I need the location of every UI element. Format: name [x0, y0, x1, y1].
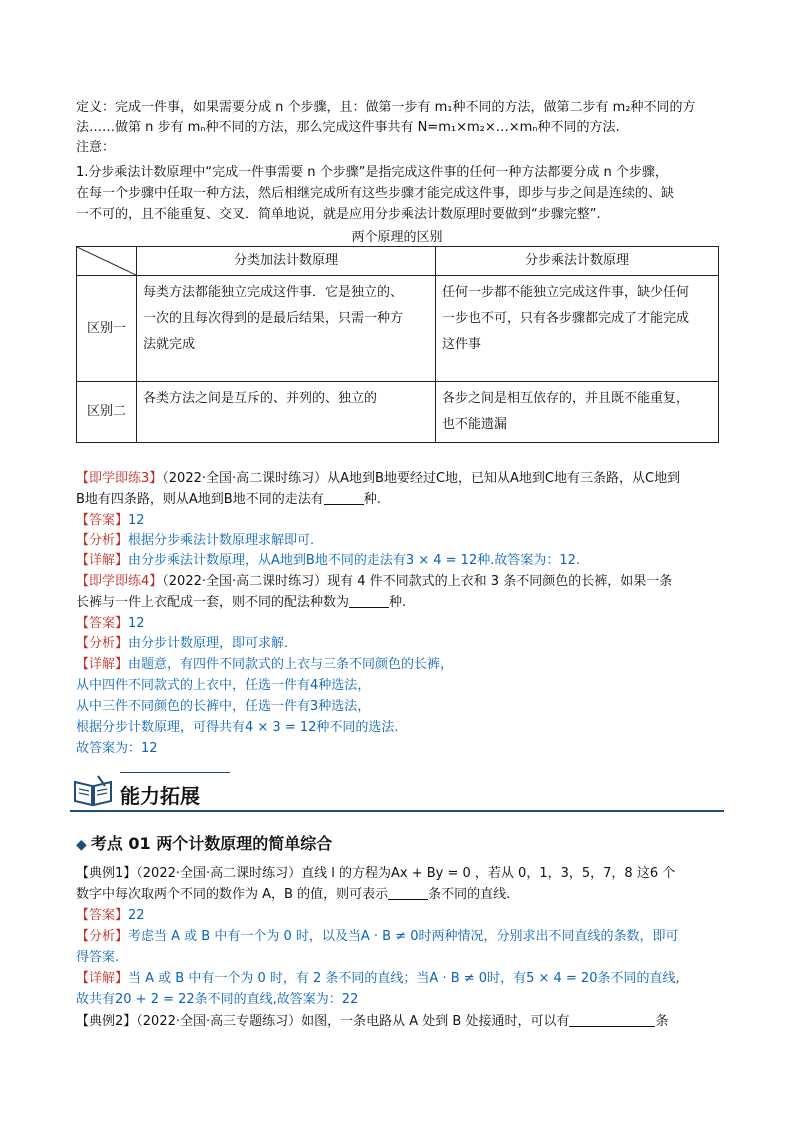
example-1-answer	[76, 906, 724, 926]
table-title: 两个原理的区别	[351, 230, 443, 245]
answer-tag: 【答案】	[76, 513, 129, 528]
example-text: 条不同的直线.	[428, 887, 511, 902]
exercise-3-detail	[76, 551, 724, 571]
example-text: 数字中每次取两个不同的数作为 A，B 的值，则可表示	[76, 887, 389, 902]
analysis-text: 根据分步乘法计数原理求解即可.	[128, 533, 315, 548]
example-text: 条	[655, 1014, 669, 1029]
exercise-tag: 【即学即练4】	[76, 574, 163, 589]
section-title-overline	[120, 772, 230, 773]
exercise-4-detail-4: 根据分步计数原理，可得共有4 × 3 = 12种不同的选法.	[76, 720, 399, 735]
header-mul-principle: 分步乘法计数原理	[436, 247, 719, 276]
cell-text: 一步也不可，只有各步骤都完成了才能完成	[442, 311, 690, 326]
cell-text: 一次的且每次得到的是最后结果，只需一种方	[143, 311, 404, 326]
table-row	[77, 276, 719, 382]
row-label: 区别一	[77, 276, 137, 382]
detail-tag: 【详解】	[76, 553, 129, 568]
analysis-tag: 【分析】	[76, 929, 129, 944]
cell-text: 各步之间是相互依存的，并且既不能重复，	[442, 391, 690, 406]
definition-line-1: 定义：完成一件事，如果需要分成 n 个步骤，且：做第一步有 m₁种不同的方法，做第二步有 m₂种不同的方	[76, 100, 696, 115]
exercise-4-line-1	[76, 572, 724, 592]
cell-text: 法就完成	[143, 337, 196, 352]
example-text: （2022·全国·高三专题练习）如图，一条电路从 A 处到 B 处接通时，可以有	[136, 1014, 570, 1029]
cell-text: 任何一步都不能独立完成这件事，缺少任何	[442, 285, 690, 300]
table-row	[77, 382, 719, 443]
analysis-text: 考虑当 A 或 B 中有一个为 0 时，以及当A · B ≠ 0时两种情况，分别求出不同直线的条数，即可	[128, 929, 679, 944]
exercise-text: 种.	[363, 492, 381, 507]
answer-blank	[569, 1012, 655, 1027]
kaodian-heading	[76, 831, 332, 854]
exercise-3-line-1	[76, 469, 724, 489]
exercise-text: 长裤与一件上衣配成一套，则不同的配法种数为	[76, 595, 350, 610]
exercise-3-analysis	[76, 531, 724, 551]
example-tag: 【典例1】	[76, 866, 137, 881]
cell-text: 也不能遗漏	[442, 417, 508, 432]
table-header-row	[77, 247, 719, 276]
detail-text: 当 A 或 B 中有一个为 0 时，有 2 条不同的直线；当A · B ≠ 0时，有5 × 4 = 20条不同的直线,	[128, 971, 680, 986]
note-label: 注意：	[76, 140, 116, 155]
exercise-3-line-2	[76, 490, 724, 510]
analysis-text: 由分步计数原理，即可求解.	[128, 636, 289, 651]
note-line-3: 一不可的，且不能重复、交叉．简单地说，就是应用分步乘法计数原理时要做到“步骤完整”.	[76, 207, 601, 222]
analysis-tag: 【分析】	[76, 636, 129, 651]
table-cell	[436, 382, 719, 443]
example-1-analysis-1	[76, 927, 724, 947]
exercise-tag: 【即学即练3】	[76, 471, 163, 486]
note-line-2: 在每一个步骤中任取一种方法，然后相继完成所有这些步骤才能完成这件事，即步与步之间是连续的、缺	[76, 186, 675, 201]
example-tag: 【典例2】	[76, 1014, 137, 1029]
kaodian-title: 考点 01 两个计数原理的简单综合	[90, 834, 333, 853]
exercise-4-detail-3: 从中三件不同颜色的长裤中，任选一件有3种选法，	[76, 699, 371, 714]
detail-text: 由分步乘法计数原理，从A地到B地不同的走法有3 × 4 = 12种.故答案为：12.	[128, 553, 581, 568]
exercise-text: B地有四条路，则从A地到B地不同的走法有	[76, 492, 324, 507]
answer-blank	[388, 885, 428, 900]
exercise-4-analysis	[76, 634, 724, 654]
answer-value: 12	[128, 513, 145, 528]
exercise-text: （2022·全国·高二课时练习）从A地到B地要经过C地，已知从A地到C地有三条路，从C地到	[162, 471, 681, 486]
example-text: （2022·全国·高二课时练习）直线 l 的方程为Ax + By = 0 ，若从 0，1，3，5，7，8 这6 个	[136, 866, 676, 881]
detail-text: 由题意，有四件不同款式的上衣与三条不同颜色的长裤，	[128, 657, 454, 672]
cell-text: 这件事	[442, 337, 482, 352]
answer-tag: 【答案】	[76, 908, 129, 923]
note-line-1: 1.分步乘法计数原理中“完成一件事需要 n 个步骤”是指完成这件事的任何一种方法都要分成 n 个步骤，	[76, 165, 668, 180]
definition-line-2: 法……做第 n 步有 mₙ种不同的方法，那么完成这件事共有 N=m₁×m₂×…×mₙ种不同的方法.	[76, 120, 620, 135]
diagonal-header-cell	[77, 247, 137, 276]
exercise-text: （2022·全国·高二课时练习）现有 4 件不同款式的上衣和 3 条不同颜色的长裤，如果一条	[162, 574, 673, 589]
exercise-4-answer	[76, 614, 724, 634]
exercise-4-line-2	[76, 593, 724, 613]
answer-value: 22	[128, 908, 145, 923]
comparison-table	[76, 246, 719, 443]
example-2-line-1	[76, 1012, 724, 1032]
exercise-4-detail-1	[76, 655, 724, 675]
cell-text: 每类方法都能独立完成这件事．它是独立的、	[143, 285, 404, 300]
example-1-detail-2: 故共有20 + 2 = 22条不同的直线,故答案为：22	[76, 992, 359, 1007]
answer-tag: 【答案】	[76, 616, 129, 631]
book-icon	[72, 774, 114, 808]
row-label: 区别二	[77, 382, 137, 443]
table-cell	[137, 382, 436, 443]
exercise-3-answer	[76, 511, 724, 531]
analysis-tag: 【分析】	[76, 533, 129, 548]
cell-text: 各类方法之间是互斥的、并列的、独立的	[143, 391, 378, 406]
exercise-text: 种.	[389, 595, 407, 610]
exercise-4-detail-2: 从中四件不同款式的上衣中，任选一件有4种选法，	[76, 678, 371, 693]
answer-blank	[349, 593, 389, 608]
example-1-line-2	[76, 885, 724, 905]
section-title: 能力拓展	[120, 784, 200, 808]
answer-blank	[324, 490, 364, 505]
detail-tag: 【详解】	[76, 657, 129, 672]
answer-value: 12	[128, 616, 145, 631]
section-divider	[70, 810, 724, 812]
example-1-analysis-2: 得答案.	[76, 950, 120, 965]
detail-tag: 【详解】	[76, 971, 129, 986]
example-1-detail-1	[76, 969, 724, 989]
header-add-principle: 分类加法计数原理	[137, 247, 436, 276]
table-cell	[436, 276, 719, 382]
exercise-4-final: 故答案为：12	[76, 741, 158, 756]
diamond-icon: ◆	[76, 837, 87, 853]
example-1-line-1	[76, 864, 724, 884]
section-header	[70, 772, 724, 812]
table-cell	[137, 276, 436, 382]
